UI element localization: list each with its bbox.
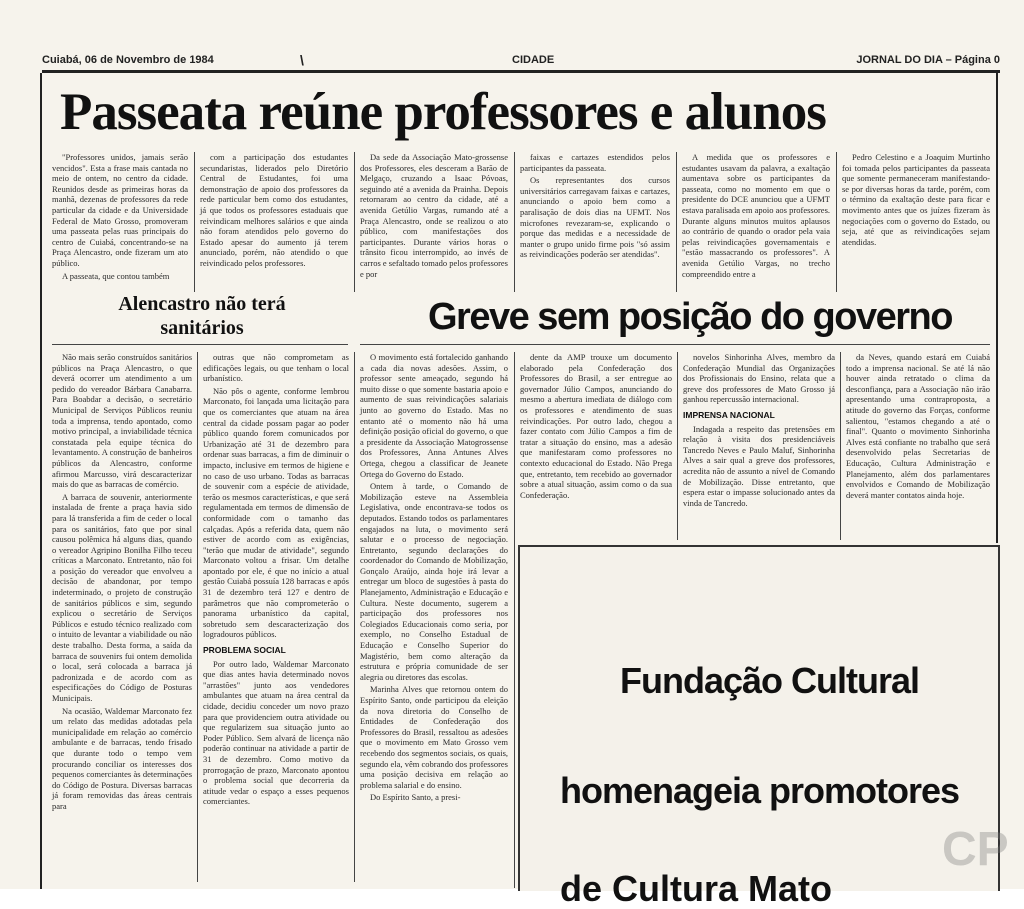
- header-page: JORNAL DO DIA – Página 0: [856, 54, 1000, 66]
- frame-left-rule: [40, 73, 42, 889]
- sanitarios-paragraph: A barraca de souvenir, anteriormente instalada de frente a praça havia sido para lá transferida a fim de ceder o local para os sanitários, fato que por sinal causou polêmica há alguns dias, quando o vereador Agripino Bonilha Filho teceu críticas a Marconato. Entretanto, não foi a posição do vereador que envolveu a decisão de abandonar, por tempo indeterminado, o projeto de construção de sanitários públicos e sim, segundo explicou o secretário de Serviços Públicos e estudo técnico realizado com o intuito de levantar a viabilidade ou não deste trabalho. Desta forma, a saída da barraca de souvenirs fui ontem demolida o local, será colocada a barraca já padronizada e de acordo com as especificações do Código de Posturas Municipais.: [52, 491, 192, 703]
- problema-social-heading: PROBLEMA SOCIAL: [203, 645, 286, 656]
- column-rule: [197, 352, 198, 882]
- sanitarios-paragraph: Na ocasião, Waldemar Marconato fez um relato das medidas adotadas pela municipalidade em relação ao comércio ambulante e de barracas, tendo frisado que durante todo o tempo vem procurando conciliar os interesses dos pequenos comerciantes às determinações do Código de Postura. Diversas barracas já foram removidas das áreas centrais para: [52, 705, 192, 811]
- intro-paragraph: A medida que os professores e estudantes usavam da palavra, a exaltação aumentava sobre os participantes da passeata, como no momento em que o presidente do DCE anunciou que a UFMT estava paralisada em apoio aos professores. Durante alguns minutos muitos aplausos ao contrário de quando o orador pela vaia pelas reivindicações governamentais e "estão massacrando os professores". A avenida Getúlio Vargas, no trecho compreendido entre a: [682, 152, 830, 279]
- column-rule: [194, 152, 195, 292]
- greve-column-1: [360, 352, 508, 889]
- sanitarios-headline: Alencastro não terá sanitários: [118, 293, 286, 339]
- section-rule: [52, 344, 348, 345]
- greve-paragraph: Indagada a respeito das pretensões em relação à visita dos presidenciáveis Tancredo Neves e Paulo Maluf, Sinhorinha Alves a sair qual a greve dos professores, acredita não de assunto a nível de Comando de Mobilização. Disse entretanto, que espera estar o impasse solucionado antes da vinda de Tancredo.: [683, 423, 835, 508]
- intro-paragraph: Os representantes dos cursos universitários carregavam faixas e cartazes, anunciando o apoio bem como a paralisação de dois dias na UFMT. Nos microfones revezaram-se, explicando o porque das medidas e a necessidade de manter o grupo unido firme pois "só assim as reivindicações poderão ser atendidas".: [520, 175, 670, 260]
- intro-paragraph: Pedro Celestino e a Joaquim Murtinho foi tomada pelos participantes da passeata que somente permaneceram manifestando-se por diversas horas da tarde, porém, com o término da exaltação deste para ficar e movimento antes que os juízes fizeram às negociações com o governo do Estado, ou seja, até que as reivindicações sejam atendidas.: [842, 152, 990, 247]
- greve-column-3: [683, 352, 835, 540]
- header-mark: \: [300, 52, 304, 68]
- intro-column-2: [200, 152, 348, 292]
- greve-column-2: [520, 352, 672, 540]
- main-headline: Passeata reúne professores e alunos: [60, 83, 826, 141]
- greve-paragraph: Marinha Alves que retornou ontem do Espírito Santo, onde participou da eleição da nova diretoria do Conselho de Entidades de Confederação dos Professores do Brasil, ressaltou as adesões que o movimento em Mato Grosso vem recebendo dos segmentos sociais, os quais, segundo ela, vêm cobrando dos professores uma posição decisiva em relação ao problema salarial e do ensino.: [360, 684, 508, 790]
- column-rule: [354, 152, 355, 292]
- column-rule: [514, 352, 515, 888]
- greve-paragraph: Ontem à tarde, o Comando de Mobilização esteve na Assembleia Legislativa, onde encontrava-se todos os deputados. Estando todos os parlamentares engajados na luta, o movimento será salutar e o processo de negociação. Entretanto, segundo declarações do coordenador do Comando de Mobilização, Gonçalo Araújo, ainda hoje irá levar a entregar um bloco de sugestões à pasta do Planejamento, Administração e Educação e Cultura. Neste documento, sugerem a participação dos professores nos Colegiados Educacionais como seria, por exemplo, no Conselho Estadual de Educação e Conselho Superior do Magistério, bem como alteração da estrutura e própria comunidade de ser alegria ou diretores das escolas.: [360, 481, 508, 682]
- announcement-line-1: Fundação Cultural: [620, 660, 920, 701]
- column-rule: [840, 352, 841, 540]
- intro-paragraph: A passeata, que contou também: [62, 270, 170, 281]
- frame-right-rule: [996, 73, 998, 543]
- column-rule: [677, 352, 678, 540]
- sanitarios-paragraph: outras que não comprometam as edificações legais, ou que tenham o local urbanístico.: [203, 352, 349, 384]
- intro-column-5: [682, 152, 830, 292]
- greve-paragraph: dente da AMP trouxe um documento elaborado pela Confederação dos Professores do Brasil, a ser entregue ao governador Júlio Campos, anunciando do mesmo a abertura imediata de diálogo com os professores e atendimento de suas reivindicações. Por outro lado, chegou a fazer contato com Júlio Campos a fim de tratar a situação do ensino, mas a adesão que manifestaram como professores no contexto educacional do Estado. Não Prega que, entretanto, tem recebido ao governador sobre a atual situação, assim como o da sua Confederação.: [520, 352, 672, 500]
- intro-column-3: [360, 152, 508, 292]
- intro-column-6: [842, 152, 990, 292]
- sanitarios-paragraph: Não pôs o agente, conforme lembrou Marconato, foi lançada uma licitação para que os comerciantes que atuam na área central da cidade possam pagar ao poder público quando forem comunicados por Urbanização até 31 de dezembro para ordenar suas barracas, a fim de diminuir o impacto, inclusive em termos de higiene e no caso de uso urbano. Todas as barracas de souvenir com a espécie de atividade, terão os mesmos características, e que será regulamentada em termos de dimensão de conformidade com o tamanho das calçadas. Após a referida data, quem não estiver de acordo com as exigências, "terão que mudar de atividade", segundo Marconato voltou a frisar. Um detalhe apontado por ele, é que no início a atual gestão Cuiabá possuía 128 barracas e após 31 de dezembro terá 127 e dentro de parâmetros que não comprometerão o panorama urbanístico da capital, sobretudo sem descaracterização dos logradouros públicos.: [203, 385, 349, 640]
- greve-column-4: [846, 352, 990, 540]
- imprensa-nacional-heading: IMPRENSA NACIONAL: [683, 409, 775, 420]
- sanitarios-column-2: [203, 352, 349, 889]
- column-rule: [514, 152, 515, 292]
- greve-paragraph: da Neves, quando estará em Cuiabá todo a imprensa nacional. Se até lá não houver ainda retratado o clima da desconfiança, para a Associação não irão apresentando uma contraproposta, a atitude do governo das Forças, conforme salientou, "estamos chegando a até o final". Quanto o movimento Sinhorinha Alves está confiante no trabalho que será desenvolvido pelas Secretarias de Educação, Cultura Administração e Planejamento, além dos parlamentares envolvidos e Comando de Mobilização deverá manter contatos ainda hoje.: [846, 352, 990, 500]
- sanitarios-column-1: [52, 352, 192, 889]
- header-section: CIDADE: [512, 54, 555, 66]
- greve-paragraph: Do Espírito Santo, a presi-: [370, 792, 461, 803]
- page-header: [42, 52, 1000, 73]
- greve-paragraph: novelos Sinhorinha Alves, membro da Confederação Mundial das Organizações dos Profissionais do Ensino, relata que a greve dos professores de Mato Grosso já ganhou repercussão internacional.: [683, 352, 835, 405]
- announcement-line-2: homenageia promotores: [560, 770, 960, 811]
- announcement-line-3: de Cultura Mato: [560, 868, 833, 909]
- watermark-logo: CP: [942, 823, 1009, 876]
- section-rule: [360, 344, 990, 345]
- intro-paragraph: com a participação dos estudantes secundaristas, liderados pelo Diretório Central de Estudantes, foi uma demonstração de apoio dos professores da rede particular bem como dos estudantes, já que todos os professores estaduais que reivindicam melhores salários e que ainda não foram atendidos pelo governo do Estado apesar do aumento já terem anunciado, porém, não atendido o que reivindicado pelos professores.: [200, 152, 348, 268]
- greve-paragraph: O movimento está fortalecido ganhando a cada dia novas adesões. Assim, o professor sente ameaçado, segundo há muito disse o que somente bastaria apoio e aumento de suas reivindicações salariais junto ao governo do Estado. Mas no entanto até o momento não há uma definição posição oficial do governo, o que a presidente da Associação Matogrossense dos Professores, Anna Antunes Alves Ortega, chegou a classificar de Jeanete Ortega do Governo do Estado.: [360, 352, 508, 479]
- column-rule: [836, 152, 837, 292]
- column-rule: [354, 352, 355, 882]
- intro-paragraph: Da sede da Associação Mato-grossense dos Professores, eles desceram a Barão de Melgaço, cruzando a Isaac Póvoas, seguindo até a avenida da Prainha. Depois retornaram ao centro da cidade, até a avenida Getúlio Vargas, rumando até a Praça Alencastro, onde se realizou o ato público, com manifestações dos participantes. Durante vários horas o trânsito ficou interrompido, ao invés de carros e sefaltado tomado pelos professores e por: [360, 152, 508, 279]
- announcement-box: [518, 545, 1000, 909]
- intro-column-4: [520, 152, 670, 292]
- sanitarios-paragraph: Por outro lado, Waldemar Marconato que dias antes havia determinado novos "arrastões" junto aos vendedores ambulantes que atuam na área central da cidade, decidiu conceder um novo prazo para que providenciem outra atividade ou que regularizem sua situação junto ao Poder Público. Sem alvará de licença não poderão continuar na atividade a partir de 31 de dezembro. Como motivo da prorrogação de prazo, Marconato apontou o problema social que decorreria da atitude vedar o espaço a esses pequenos comerciantes.: [203, 658, 349, 807]
- column-rule: [676, 152, 677, 292]
- intro-paragraph: faixas e cartazes estendidos pelos participantes da passeata.: [520, 152, 670, 173]
- intro-paragraph: "Professores unidos, jamais serão vencidos". Esta a frase mais cantada no meio de ontem, no centro da cidade. Reunidos desde as primeiras horas da manhã, dezenas de professores da rede particular da cidade e da Universidade Federal de Mato Grosso, promoveram uma passeata pelas ruas principais do centro de Cuiabá, concentrando-se na Praça Alencastro, onde fizeram um ato público.: [52, 152, 188, 268]
- greve-headline: Greve sem posição do governo: [428, 296, 952, 338]
- sanitarios-paragraph: Não mais serão construídos sanitários públicos na Praça Alencastro, o que deverá ocorrer um atendimento a um pedido do vereador Bárbara Canabarra. Para Boabdar a decisão, o secretário Municipal de Serviços Públicos reuniu toda a imprensa, tendo apontado, como motivo principal, a inviabilidade técnica constatada pela equipe técnica do levantamento. A construção de banheiros públicos da Alencastro, conforme afirmou Marcusso, virá descaracterizar mais do que as barracas de comércio.: [52, 352, 192, 490]
- header-date: Cuiabá, 06 de Novembro de 1984: [42, 54, 214, 66]
